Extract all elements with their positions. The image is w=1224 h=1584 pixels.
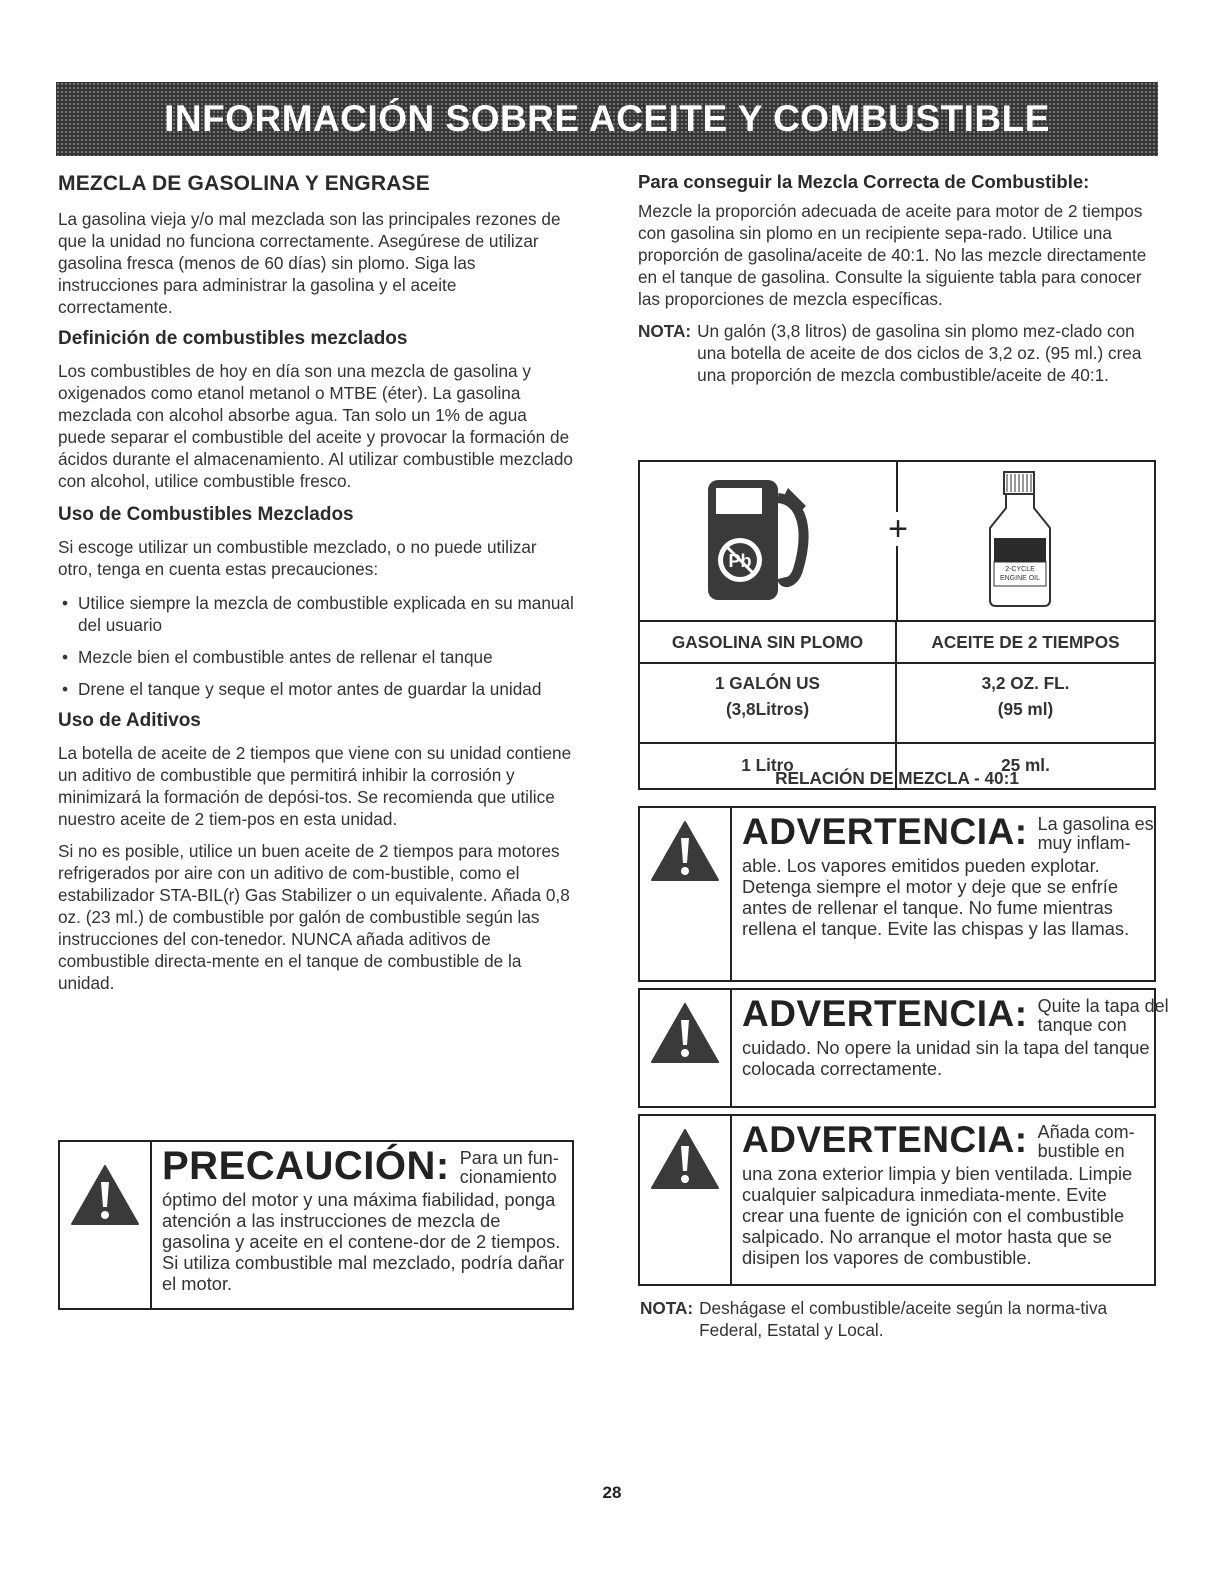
- mixed-fuel-heading: Uso de Combustibles Mezclados: [58, 504, 354, 525]
- note-label: NOTA:: [640, 1298, 694, 1318]
- caution-box: [58, 1140, 574, 1310]
- svg-text:Pb: Pb: [728, 551, 752, 571]
- left-column: [58, 172, 574, 1004]
- caution-first-line: Para un fun- cionamiento: [459, 1148, 559, 1187]
- warning-word: ADVERTENCIA:: [742, 993, 1028, 1034]
- list-item: • Mezcle bien el combustible antes de rellenar el tanque: [62, 647, 493, 667]
- right-column: [638, 172, 1158, 394]
- warning-first-line: La gasolina es muy inflam-: [1037, 814, 1154, 853]
- page-title: INFORMACIÓN SOBRE ACEITE Y COMBUSTIBLE: [164, 98, 1050, 139]
- bottle-label-line-2: ENGINE OIL: [999, 575, 1041, 582]
- fuel-pump-cell: [640, 462, 908, 620]
- page-number: 28: [602, 1483, 622, 1502]
- warning-triangle-icon: [650, 1128, 720, 1190]
- caution-word: PRECAUCIÓN:: [162, 1144, 450, 1188]
- warning-box-2: [638, 988, 1169, 1108]
- caution-body: óptimo del motor y una máxima fiabilidad, ponga atención a las instrucciones de mezcla de gasolina y aceite en el contene-dor de 2 tiempos. Si utiliza combustible mal mezclado, podría dañar el motor.: [162, 1189, 565, 1294]
- warning-word: ADVERTENCIA:: [742, 811, 1028, 852]
- cell-oz: 3,2 OZ. FL. (95 ml): [981, 673, 1070, 719]
- definition-paragraph: Los combustibles de hoy en día son una mezcla de gasolina y oxigenados como etanol metanol o MTBE (éter). La gasolina mezclada con alcohol absorbe agua. Tan solo un 1% de agua puede separar el combustible del aceite y provocar la formación de ácidos durante el almacenamiento. Al utilizar combustible mezclado con alcohol, utilice combustible fresco.: [58, 361, 573, 491]
- correct-mix-heading: Para conseguir la Mezcla Correcta de Combustible:: [638, 171, 1090, 192]
- warning-first-line: Quite la tapa del tanque con: [1037, 996, 1169, 1035]
- warning-body: una zona exterior limpia y bien ventilada. Limpie cualquier salpicadura inmediata-mente. Evite crear una fuente de ignición con el combustible salpicado. No arranque el motor hasta que se disipen los vapores de combustible.: [742, 1163, 1133, 1268]
- mix-image-row: [640, 462, 1154, 622]
- cell-gallon: 1 GALÓN US (3,8Litros): [640, 664, 897, 742]
- warning-triangle-icon: [70, 1164, 140, 1226]
- table-row: [640, 664, 1154, 744]
- warning-word: ADVERTENCIA:: [742, 1119, 1028, 1160]
- caution-text: [152, 1142, 580, 1308]
- intro-paragraph: La gasolina vieja y/o mal mezclada son las principales rezones de que la unidad no funciona correctamente. Asegúrese de utilizar gasolina fresca (menos de 60 días) sin plomo. Siga las instrucciones para administrar la gasolina y el aceite correctamente.: [58, 209, 561, 317]
- oil-bottle-cell: [898, 462, 1154, 620]
- note-1-body: Un galón (3,8 litros) de gasolina sin plomo mez-clado con una botella de aceite de dos ciclos de 3,2 oz. (95 ml.) crea una proporción de mezcla combustible/aceite de 40:1.: [697, 321, 1142, 385]
- cell-ml: 25 ml.: [1001, 755, 1050, 775]
- header-oil: ACEITE DE 2 TIEMPOS: [931, 632, 1120, 652]
- note-1: [638, 320, 1158, 386]
- correct-mix-paragraph: Mezcle la proporción adecuada de aceite para motor de 2 tiempos con gasolina sin plomo en un recipiente sepa-rado. Utilice una proporción de gasolina/aceite de 40:1. No las mezcle directamente en el tanque de gasolina. Consulte la siguiente tabla para conocer las proporciones de mezcla específicas.: [638, 201, 1147, 309]
- list-item: • Utilice siempre la mezcla de combustible explicada en su manual del usuario: [62, 593, 574, 635]
- mix-ratio-caption: RELACIÓN DE MEZCLA - 40:1: [775, 768, 1019, 788]
- warning-box-3: [638, 1114, 1156, 1286]
- mixed-fuel-paragraph: Si escoge utilizar un combustible mezclado, o no puede utilizar otro, tenga en cuenta estas precauciones:: [58, 537, 537, 579]
- note-2: [640, 1297, 1154, 1341]
- precaution-list: [58, 592, 574, 700]
- note-label: NOTA:: [638, 321, 692, 341]
- header-gasoline: GASOLINA SIN PLOMO: [640, 622, 897, 662]
- list-item: • Drene el tanque y seque el motor antes de guardar la unidad: [62, 679, 542, 699]
- warning-triangle-icon: [650, 1002, 720, 1064]
- warning-triangle-icon: [650, 820, 720, 882]
- additives-heading: Uso de Aditivos: [58, 710, 201, 731]
- header-banner: [56, 82, 1158, 156]
- caution-icon-cell: [60, 1142, 152, 1308]
- plus-sign: +: [888, 510, 908, 548]
- warning-body: able. Los vapores emitidos pueden explotar. Detenga siempre el motor y deje que se enfríe antes de rellenar el tanque. No fume mientras rellena el tanque. Evite las chispas y las llamas.: [742, 855, 1130, 939]
- fuel-mix-table: [638, 460, 1156, 790]
- bottle-label-line-1: 2-CYCLE: [1005, 566, 1035, 573]
- fuel-pump-icon: [702, 470, 822, 610]
- mix-header-row: [640, 622, 1154, 664]
- additives-paragraph-1: La botella de aceite de 2 tiempos que viene con su unidad contiene un aditivo de combustible que permitirá inhibir la corrosión y minimizará la formación de depósi-tos. Se recomienda que utilice nuestro aceite de 2 tiem-pos en esta unidad.: [58, 743, 572, 829]
- warning-first-line: Añada com- bustible en: [1037, 1122, 1135, 1161]
- warning-body: cuidado. No opere la unidad sin la tapa del tanque colocada correctamente.: [742, 1037, 1150, 1079]
- warning-box-1: [638, 806, 1156, 982]
- cell-liter: 1 Litro: [640, 744, 897, 788]
- definition-heading: Definición de combustibles mezclados: [58, 328, 408, 349]
- note-2-body: Deshágase el combustible/aceite según la norma-tiva Federal, Estatal y Local.: [699, 1298, 1108, 1340]
- oil-bottle-icon: [984, 468, 1056, 612]
- section-title: MEZCLA DE GASOLINA Y ENGRASE: [58, 172, 430, 195]
- additives-paragraph-2: Si no es posible, utilice un buen aceite de 2 tiempos para motores refrigerados por aire con un aditivo de com-bustible, como el estabilizador STA-BIL(r) Gas Stabilizer o un equivalente. Añada 0,8 oz. (23 ml.) de combustible por galón de combustible según las instrucciones del con-tenedor. NUNCA añada aditivos de combustible directa-mente en el tanque de combustible de la unidad.: [58, 841, 570, 993]
